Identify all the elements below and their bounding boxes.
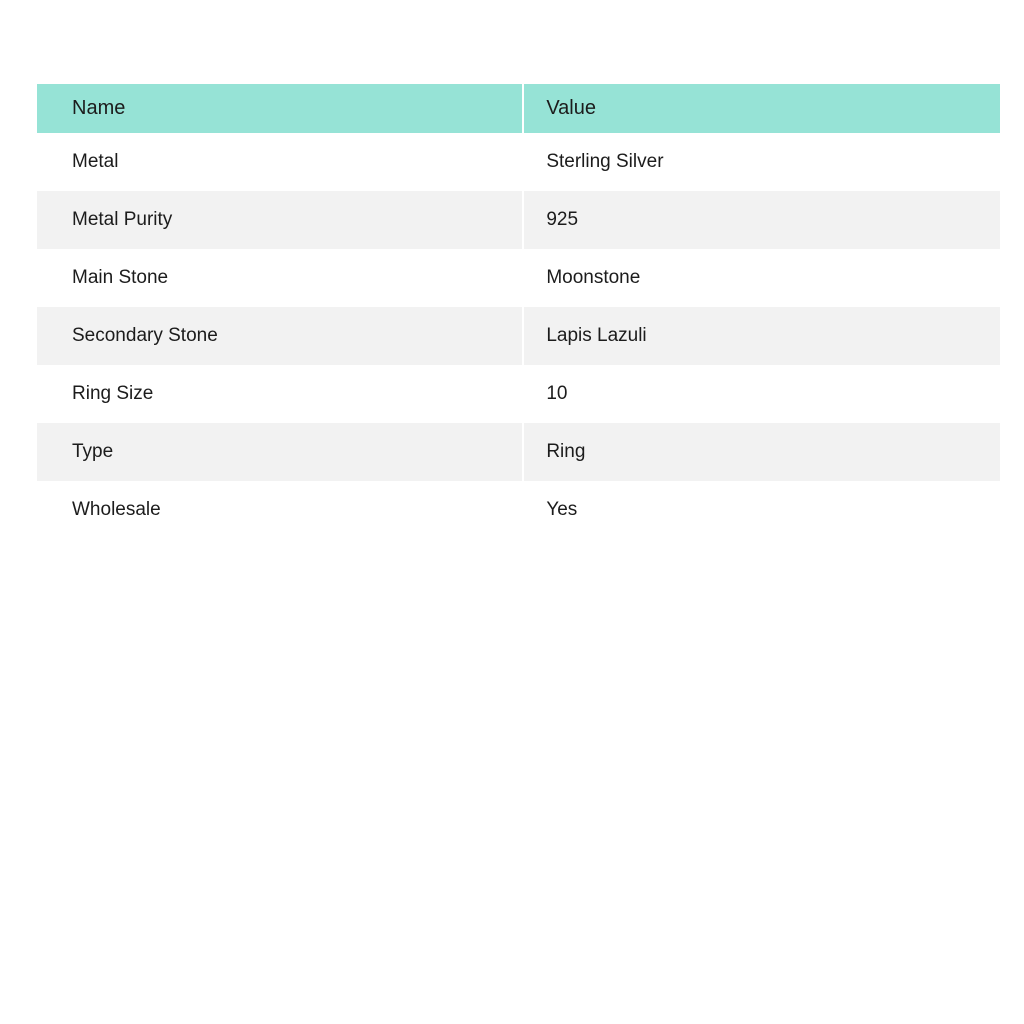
table-row [37,307,1000,365]
attribute-value: Ring [523,423,1000,481]
product-specs-table [37,84,1000,539]
attribute-value: Sterling Silver [523,133,1000,191]
attribute-name: Secondary Stone [37,307,523,365]
table-row [37,481,1000,539]
attribute-value: 925 [523,191,1000,249]
attribute-name: Ring Size [37,365,523,423]
attribute-value: Moonstone [523,249,1000,307]
table-header-row [37,84,1000,133]
attribute-name: Wholesale [37,481,523,539]
column-header-value: Value [523,84,1000,133]
attribute-value: Lapis Lazuli [523,307,1000,365]
attribute-name: Type [37,423,523,481]
table-row [37,191,1000,249]
table-row [37,423,1000,481]
attribute-value: Yes [523,481,1000,539]
attribute-value: 10 [523,365,1000,423]
attribute-name: Metal [37,133,523,191]
attribute-name: Metal Purity [37,191,523,249]
table-row [37,249,1000,307]
column-header-name: Name [37,84,523,133]
table-row [37,365,1000,423]
attributes-table [37,84,1000,539]
table-row [37,133,1000,191]
attribute-name: Main Stone [37,249,523,307]
